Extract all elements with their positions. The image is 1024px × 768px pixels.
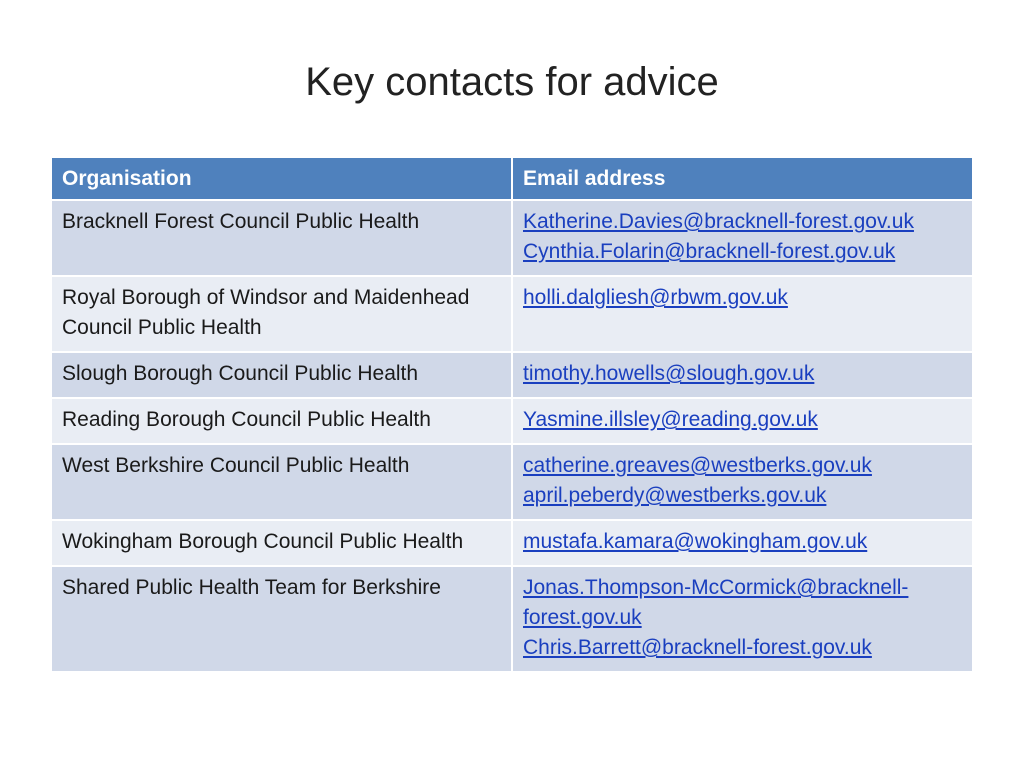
email-cell [512, 398, 972, 444]
email-link[interactable]: Katherine.Davies@bracknell-forest.gov.uk [523, 210, 914, 233]
table-row [52, 352, 972, 398]
email-cell [512, 520, 972, 566]
organisation-cell: Slough Borough Council Public Health [52, 352, 512, 398]
column-header-email: Email address [512, 158, 972, 200]
table-row [52, 276, 972, 352]
email-link[interactable]: mustafa.kamara@wokingham.gov.uk [523, 530, 868, 553]
column-header-organisation: Organisation [52, 158, 512, 200]
organisation-cell: Shared Public Health Team for Berkshire [52, 566, 512, 672]
table-row [52, 566, 972, 672]
email-link[interactable]: Chris.Barrett@bracknell-forest.gov.uk [523, 636, 872, 659]
table-row [52, 444, 972, 520]
organisation-cell: Wokingham Borough Council Public Health [52, 520, 512, 566]
organisation-cell: Reading Borough Council Public Health [52, 398, 512, 444]
table-row [52, 520, 972, 566]
email-cell [512, 276, 972, 352]
table-row [52, 398, 972, 444]
email-link[interactable]: catherine.greaves@westberks.gov.uk [523, 454, 872, 477]
table-header-row [52, 158, 972, 200]
email-link[interactable]: Cynthia.Folarin@bracknell-forest.gov.uk [523, 240, 896, 263]
contacts-table [52, 158, 972, 673]
email-cell [512, 352, 972, 398]
email-link[interactable]: holli.dalgliesh@rbwm.gov.uk [523, 286, 788, 309]
table-row [52, 200, 972, 276]
email-cell [512, 566, 972, 672]
email-link[interactable]: april.peberdy@westberks.gov.uk [523, 484, 827, 507]
organisation-cell: Bracknell Forest Council Public Health [52, 200, 512, 276]
email-cell [512, 200, 972, 276]
email-link[interactable]: Jonas.Thompson-McCormick@bracknell-forest.gov.uk [523, 576, 909, 629]
email-link[interactable]: timothy.howells@slough.gov.uk [523, 362, 815, 385]
page-title: Key contacts for advice [305, 60, 719, 104]
email-link[interactable]: Yasmine.illsley@reading.gov.uk [523, 408, 818, 431]
organisation-cell: Royal Borough of Windsor and Maidenhead Council Public Health [52, 276, 512, 352]
email-cell [512, 444, 972, 520]
organisation-cell: West Berkshire Council Public Health [52, 444, 512, 520]
